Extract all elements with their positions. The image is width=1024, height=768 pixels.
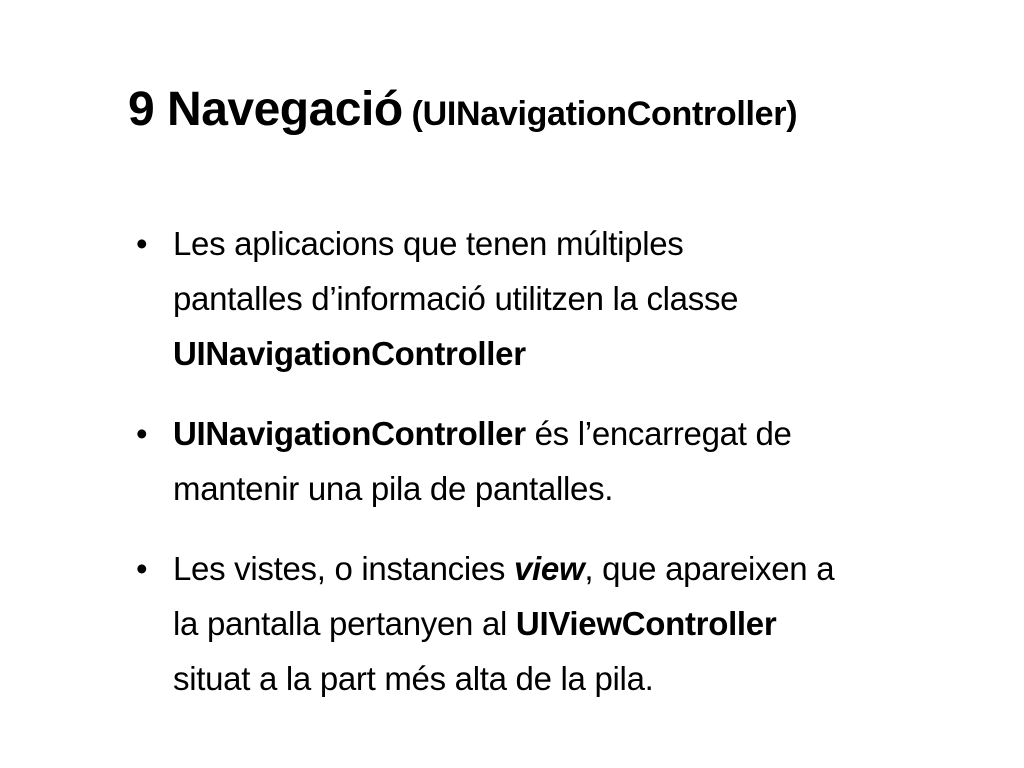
bullet-marker: • (136, 225, 148, 262)
bullet-text: situat a la part més alta de la pila. (173, 660, 654, 697)
bullet-bold-text: UINavigationController (173, 415, 526, 452)
bullet-3-line-1 (173, 541, 1012, 596)
bullet-item-2 (136, 406, 1012, 516)
bullet-text: mantenir una pila de pantalles. (173, 470, 614, 507)
bullet-text: Les aplicacions que tenen múltiples (173, 225, 684, 262)
bullet-bold-text: UINavigationController (173, 335, 526, 372)
bullet-3-line-2 (173, 596, 1012, 651)
bullet-2-line-2 (173, 461, 1012, 516)
bullet-1-line-3 (173, 326, 1012, 381)
bullet-text: Les vistes, o instancies (173, 550, 514, 587)
bullet-text: la pantalla pertanyen al (173, 605, 516, 642)
bullet-list (136, 216, 1012, 731)
bullet-bold-text: UIViewController (515, 605, 777, 642)
bullet-item-1 (136, 216, 1012, 381)
slide-title-main: 9 Navegació (128, 83, 403, 136)
bullet-marker: • (136, 415, 148, 452)
bullet-1-line-1 (173, 216, 1012, 271)
bullet-text: , que apareixen a (584, 550, 835, 587)
slide-title (128, 78, 1008, 146)
bullet-1-line-2 (173, 271, 1012, 326)
bullet-3-line-3 (173, 651, 1012, 706)
bullet-2-line-1 (173, 406, 1012, 461)
bullet-marker: • (136, 550, 148, 587)
bullet-item-3 (136, 541, 1012, 706)
bullet-text: és l’encarregat de (525, 415, 792, 452)
bullet-text: pantalles d’informació utilitzen la classe (173, 280, 739, 317)
bullet-bold-italic-text: view (514, 550, 585, 587)
slide-title-sub: (UINavigationController) (411, 95, 798, 133)
